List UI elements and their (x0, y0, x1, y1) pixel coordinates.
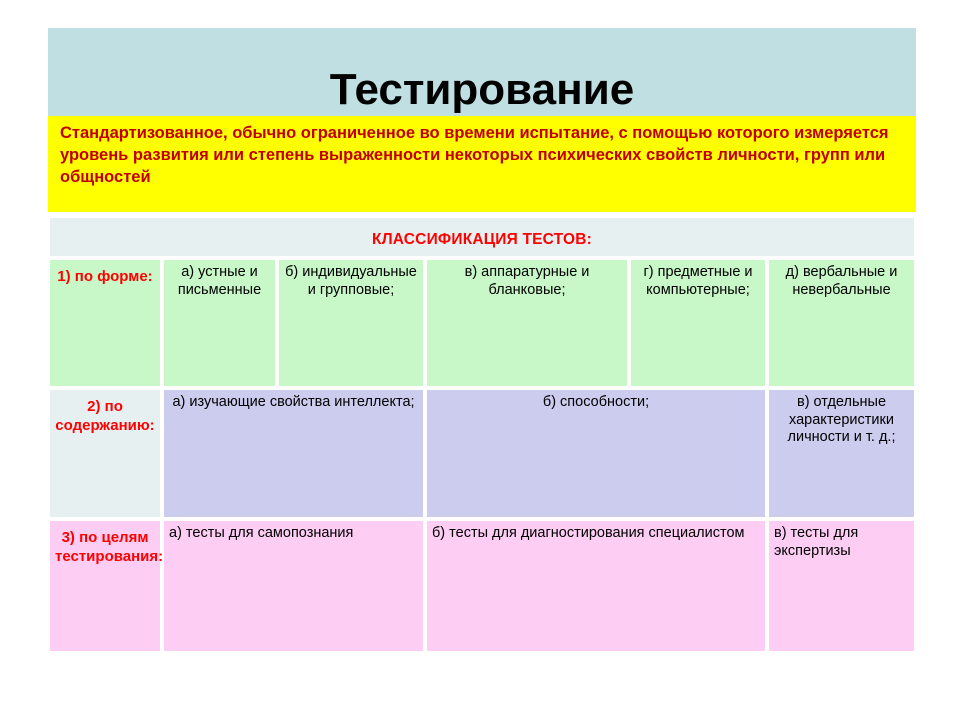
cell-content-a: а) изучающие свойства интеллекта; (162, 388, 425, 519)
row-label-content: 2) по содержанию: (48, 388, 162, 519)
cell-form-g: г) предметные и компьютерные; (629, 258, 767, 388)
cell-form-a: а) устные и письменные (162, 258, 277, 388)
page-title: Тестирование (329, 65, 635, 114)
cell-goals-b: б) тесты для диагностирования специалистом (425, 519, 767, 653)
classification-table (48, 216, 916, 653)
classification-header-cell (48, 216, 916, 258)
table-row (48, 258, 916, 388)
cell-content-v: в) отдельные характеристики личности и т. д.; (767, 388, 916, 519)
row-label-form: 1) по форме: (48, 258, 162, 388)
title-banner (48, 28, 916, 116)
cell-goals-a: а) тесты для самопознания (162, 519, 425, 653)
cell-content-b: б) способности; (425, 388, 767, 519)
definition-banner (48, 116, 916, 212)
table-row (48, 519, 916, 653)
table-header-row (48, 216, 916, 258)
row-label-goals: 3) по целям тестирования: (48, 519, 162, 653)
definition-text: Стандартизованное, обычно ограниченное во времени испытание, с помощью которого измеряется уровень развития или степень выраженности некоторых психических свойств личности, групп или общностей (60, 124, 889, 186)
cell-form-v: в) аппаратурные и бланковые; (425, 258, 629, 388)
table-row (48, 388, 916, 519)
classification-header-text: КЛАССИФИКАЦИЯ ТЕСТОВ: (372, 230, 592, 248)
cell-form-b: б) индивидуальные и групповые; (277, 258, 425, 388)
cell-form-d: д) вербальные и невербальные (767, 258, 916, 388)
cell-goals-v: в) тесты для экспертизы (767, 519, 916, 653)
